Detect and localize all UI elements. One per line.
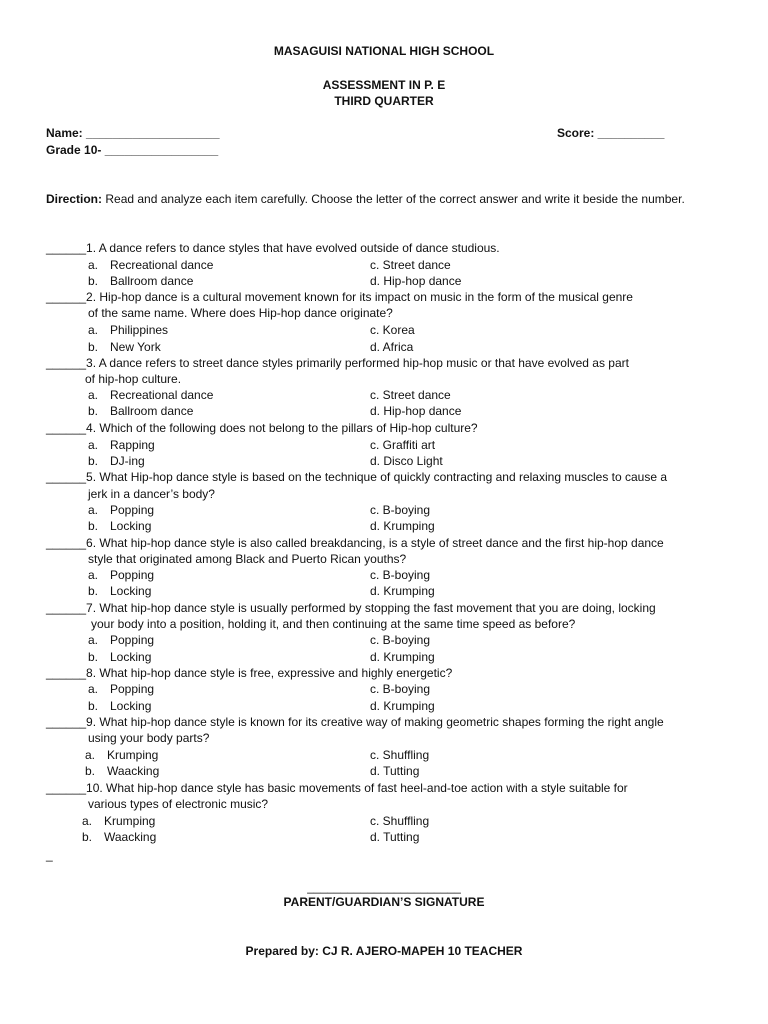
option-letter: a. (88, 438, 99, 452)
option-d: d. Africa (370, 340, 414, 354)
option-d: d. Hip-hop dance (370, 404, 462, 418)
question-9-cont: using your body parts? (88, 731, 210, 745)
option-d: d. Tutting (370, 764, 420, 778)
option-a (88, 502, 154, 518)
option-letter: b. (88, 650, 99, 664)
option-text: DJ-ing (110, 454, 145, 468)
grade-field[interactable]: Grade 10- _________________ (46, 143, 219, 157)
option-text: Krumping (107, 748, 159, 762)
option-b (85, 763, 159, 779)
option-d: d. Disco Light (370, 454, 443, 468)
question-3-cont: of hip-hop culture. (85, 372, 182, 386)
option-text: Locking (110, 584, 152, 598)
option-text: New York (110, 340, 161, 354)
direction-label: Direction: (46, 192, 103, 206)
option-a (88, 387, 213, 403)
option-letter: b. (85, 764, 96, 778)
option-d: d. Krumping (370, 699, 435, 713)
option-letter: a. (88, 258, 99, 272)
option-c: c. Korea (370, 323, 415, 337)
option-c: c. Graffiti art (370, 438, 436, 452)
option-text: Locking (110, 519, 152, 533)
option-letter: b. (88, 454, 99, 468)
option-b (88, 698, 151, 714)
option-text: Recreational dance (110, 258, 214, 272)
option-a (88, 681, 154, 697)
option-letter: a. (82, 814, 93, 828)
option-d: d. Tutting (370, 830, 420, 844)
option-text: Waacking (104, 830, 157, 844)
option-letter: a. (88, 503, 99, 517)
option-a (88, 257, 213, 273)
option-b (88, 273, 193, 289)
option-c: c. Street dance (370, 258, 451, 272)
question-7-cont: your body into a position, holding it, and then continuing at the same time speed as before? (91, 617, 576, 631)
option-text: Recreational dance (110, 388, 214, 402)
question-3: ______3. A dance refers to street dance styles primarily performed hip-hop music or that have evolved as part (46, 356, 629, 370)
option-text: Popping (110, 682, 155, 696)
option-text: Popping (110, 568, 155, 582)
option-text: Ballroom dance (110, 274, 194, 288)
option-a (85, 747, 158, 763)
option-letter: a. (88, 568, 99, 582)
question-10: ______10. What hip-hop dance style has basic movements of fast heel-and-toe action with a style suitable for (46, 781, 628, 795)
option-letter: b. (82, 830, 93, 844)
option-b (88, 453, 145, 469)
option-d: d. Hip-hop dance (370, 274, 462, 288)
option-b (88, 518, 151, 534)
option-text: Rapping (110, 438, 155, 452)
option-a (88, 632, 154, 648)
option-b (88, 339, 161, 355)
prepared-by: Prepared by: CJ R. AJERO-MAPEH 10 TEACHER (245, 944, 523, 958)
option-c: c. B-boying (370, 682, 431, 696)
option-letter: b. (88, 584, 99, 598)
option-text: Ballroom dance (110, 404, 194, 418)
option-text: Waacking (107, 764, 160, 778)
name-field[interactable]: Name: ____________________ (46, 126, 220, 140)
question-2-cont: of the same name. Where does Hip-hop dance originate? (88, 306, 393, 320)
option-b (88, 583, 151, 599)
option-c: c. Shuffling (370, 748, 430, 762)
option-a (82, 813, 155, 829)
question-5: ______5. What Hip-hop dance style is based on the technique of quickly contracting and relaxing muscles to cause a (46, 470, 668, 484)
option-text: Philippines (110, 323, 169, 337)
direction (46, 191, 706, 208)
option-c: c. Street dance (370, 388, 451, 402)
question-4: ______4. Which of the following does not belong to the pillars of Hip-hop culture? (46, 421, 478, 435)
score-field[interactable]: Score: __________ (557, 126, 665, 140)
question-10-cont: various types of electronic music? (88, 797, 269, 811)
option-letter: b. (88, 274, 99, 288)
question-5-cont: jerk in a dancer’s body? (88, 487, 215, 501)
direction-text: Read and analyze each item carefully. Choose the letter of the correct answer and write it beside the number. (102, 192, 685, 206)
stray-mark: _ (46, 848, 53, 862)
question-6: ______6. What hip-hop dance style is also called breakdancing, is a style of street dance and the first hip-hop dance (46, 536, 664, 550)
option-letter: a. (85, 748, 96, 762)
question-1: ______1. A dance refers to dance styles that have evolved outside of dance studious. (46, 241, 500, 255)
option-c: c. B-boying (370, 633, 431, 647)
option-text: Popping (110, 633, 155, 647)
option-letter: b. (88, 699, 99, 713)
school-name: MASAGUISI NATIONAL HIGH SCHOOL (273, 44, 495, 58)
option-text: Locking (110, 699, 152, 713)
option-letter: a. (88, 633, 99, 647)
question-9: ______9. What hip-hop dance style is known for its creative way of making geometric shapes forming the right angle (46, 715, 664, 729)
option-text: Locking (110, 650, 152, 664)
option-b (88, 403, 193, 419)
option-a (88, 567, 154, 583)
option-d: d. Krumping (370, 650, 435, 664)
option-letter: a. (88, 682, 99, 696)
question-6-cont: style that originated among Black and Puerto Rican youths? (88, 552, 407, 566)
question-8: ______8. What hip-hop dance style is free, expressive and highly energetic? (46, 666, 453, 680)
signature-label: PARENT/GUARDIAN’S SIGNATURE (283, 895, 485, 909)
assessment-title: ASSESSMENT IN P. E (322, 78, 446, 92)
option-c: c. B-boying (370, 503, 431, 517)
option-text: Popping (110, 503, 155, 517)
option-b (88, 649, 151, 665)
question-2: ______2. Hip-hop dance is a cultural movement known for its impact on music in the form of the musical genre (46, 290, 633, 304)
quarter-title: THIRD QUARTER (334, 94, 434, 108)
option-d: d. Krumping (370, 584, 435, 598)
option-text: Krumping (104, 814, 156, 828)
option-letter: a. (88, 323, 99, 337)
option-letter: b. (88, 519, 99, 533)
option-b (82, 829, 156, 845)
option-c: c. Shuffling (370, 814, 430, 828)
option-letter: a. (88, 388, 99, 402)
option-d: d. Krumping (370, 519, 435, 533)
signature-line: _______________________ (307, 880, 461, 894)
option-c: c. B-boying (370, 568, 431, 582)
question-7: ______7. What hip-hop dance style is usually performed by stopping the fast movement that you are doing, locking (46, 601, 656, 615)
option-a (88, 322, 168, 338)
option-letter: b. (88, 404, 99, 418)
option-a (88, 437, 155, 453)
option-letter: b. (88, 340, 99, 354)
